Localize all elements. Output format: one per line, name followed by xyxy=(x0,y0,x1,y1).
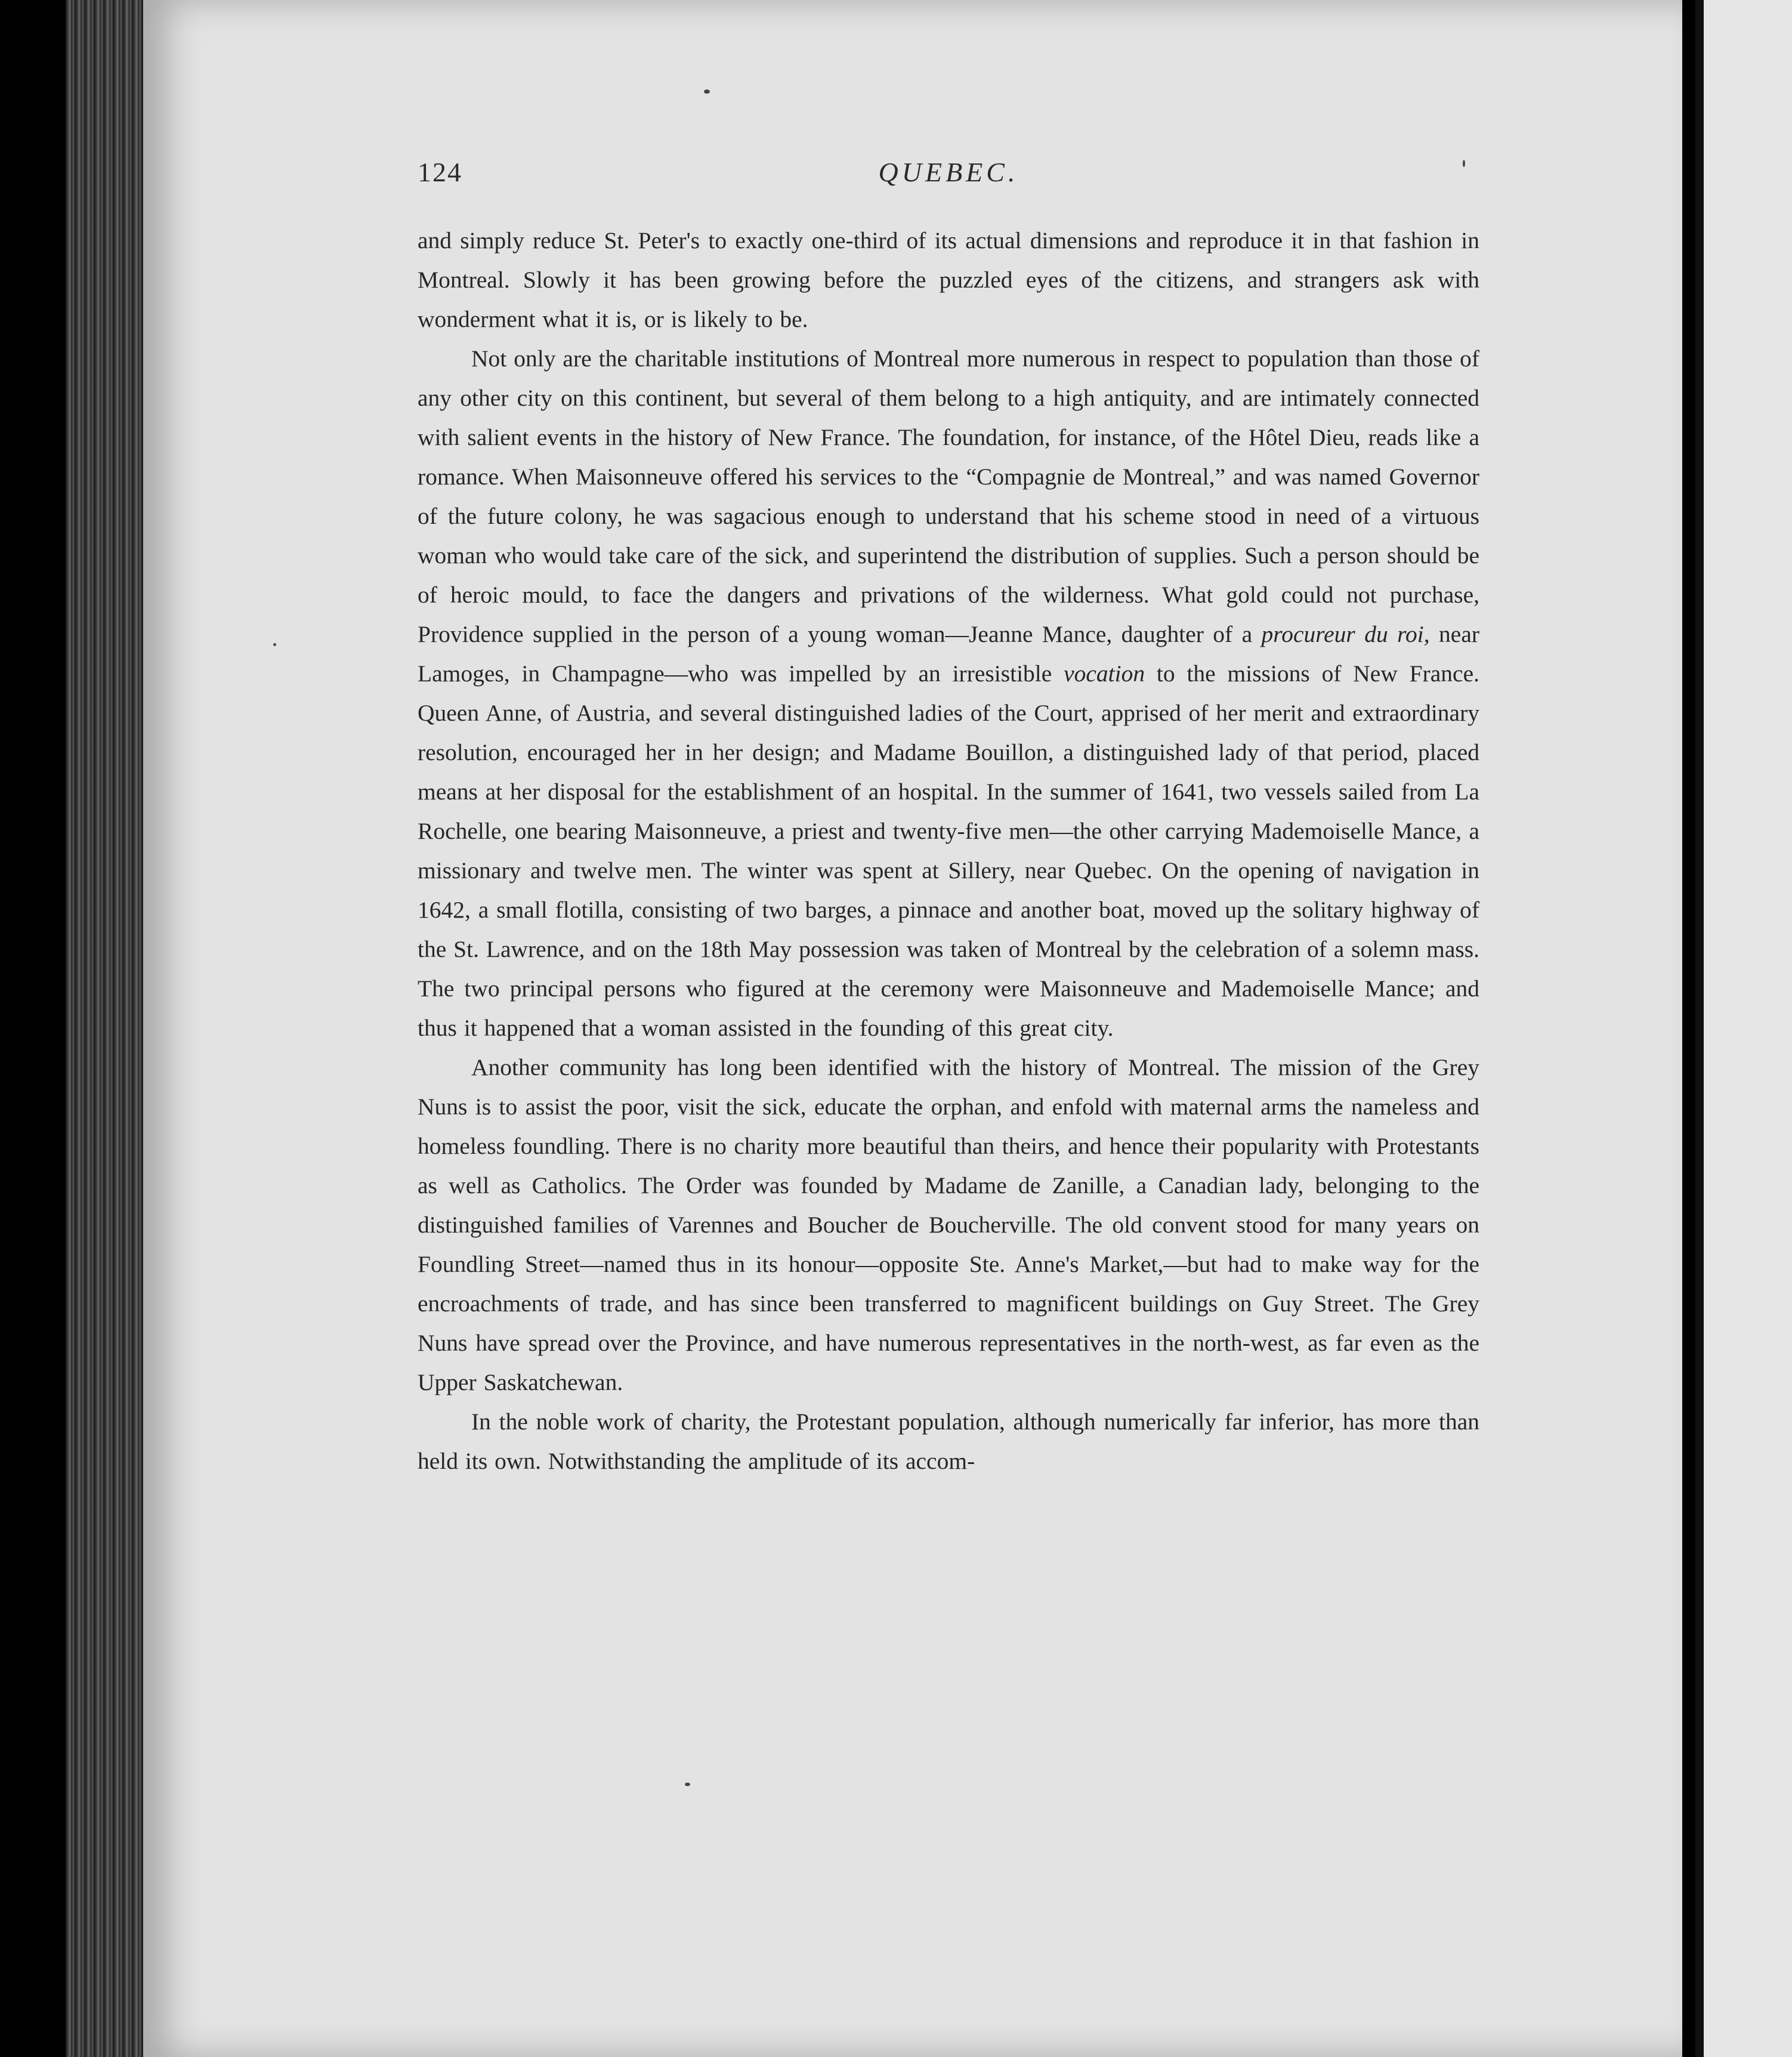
paragraph: In the noble work of charity, the Protestant population, although numerically far inferior, has more than held its own. Notwithstanding the amplitude of its accom- xyxy=(418,1409,1479,1474)
paragraph-text: Not only are the charitable institutions of Montreal more numerous in respect to population than those of any other city on this continent, but several of them belong to a high antiquity, and are intimately connected with salient events in the history of New France. The foundation, for instance, of the Hôtel Dieu, reads like a romance. When Maisonneuve offered his services to the “Compagnie de Montreal,” and was named Governor of the future colony, he was sagacious enough to understand that his scheme stood in need of a virtuous woman who would take care of the sick, and superintend the distribution of supplies. Such a person should be of heroic mould, to face the dangers and privations of the wilderness. What gold could not purchase, Providence supplied in the person of a young woman—Jeanne Mance, daughter of a xyxy=(418,345,1479,647)
italic-phrase: vocation xyxy=(1064,660,1145,687)
scan-speck xyxy=(704,89,710,94)
paragraph-text: to the missions of New France. Queen Anne, of Austria, and several distinguished ladies of the Court, apprised of her merit and extraordinary resolution, encouraged her in her design; and Madame Bouillon, a distinguished lady of that period, placed means at her disposal for the establishment of an hospital. In the summer of 1641, two vessels sailed from La Rochelle, one bearing Maisonneuve, a priest and twenty-five men—the other carrying Mademoiselle Mance, a missionary and twelve men. The winter was spent at Sillery, near Quebec. On the opening of navigation in 1642, a small flotilla, consisting of two barges, a pinnace and another boat, moved up the solitary highway of the St. Lawrence, and on the 18th May possession was taken of Montreal by the celebration of a solemn mass. The two principal persons who figured at the ceremony were Maisonneuve and Mademoiselle Mance; and thus it happened that a woman assisted in the founding of this great city. xyxy=(418,660,1479,1041)
running-head: QUEBEC. xyxy=(878,157,1019,187)
book-page-edges xyxy=(66,0,155,2057)
scan-speck xyxy=(1463,160,1465,167)
paragraph: Another community has long been identified with the history of Montreal. The mission of the Grey Nuns is to assist the poor, visit the sick, educate the orphan, and enfold with maternal arms the nameless and homeless foundling. There is no charity more beautiful than theirs, and hence their popularity with Protestants as well as Catholics. The Order was founded by Madame de Zanille, a Canadian lady, belonging to the distinguished families of Varennes and Boucher de Boucherville. The old convent stood for many years on Foundling Street—named thus in its honour—opposite Ste. Anne's Market,—but had to make way for the encroachments of trade, and has since been transferred to magnificent buildings on Guy Street. The Grey Nuns have spread over the Province, and have numerous representatives in the north-west, as far even as the Upper Saskatchewan. xyxy=(418,1054,1479,1395)
scan-speck xyxy=(273,643,276,646)
paragraph xyxy=(418,339,1479,1048)
paragraph: and simply reduce St. Peter's to exactly one-third of its actual dimensions and reproduce it in that fashion in Montreal. Slowly it has been growing before the puzzled eyes of the citizens, and strangers ask with wonderment what it is, or is likely to be. xyxy=(418,227,1479,332)
adjacent-page-edge xyxy=(1695,0,1792,2057)
body-text xyxy=(418,221,1479,1481)
paragraph-text: near Lamoges, in Champagne—who was impelled by an irresistible xyxy=(418,621,1479,687)
scan-speck xyxy=(685,1783,690,1786)
page-header xyxy=(418,156,1479,204)
page-number: 124 xyxy=(418,157,462,187)
italic-phrase: procureur du roi, xyxy=(1261,621,1430,647)
